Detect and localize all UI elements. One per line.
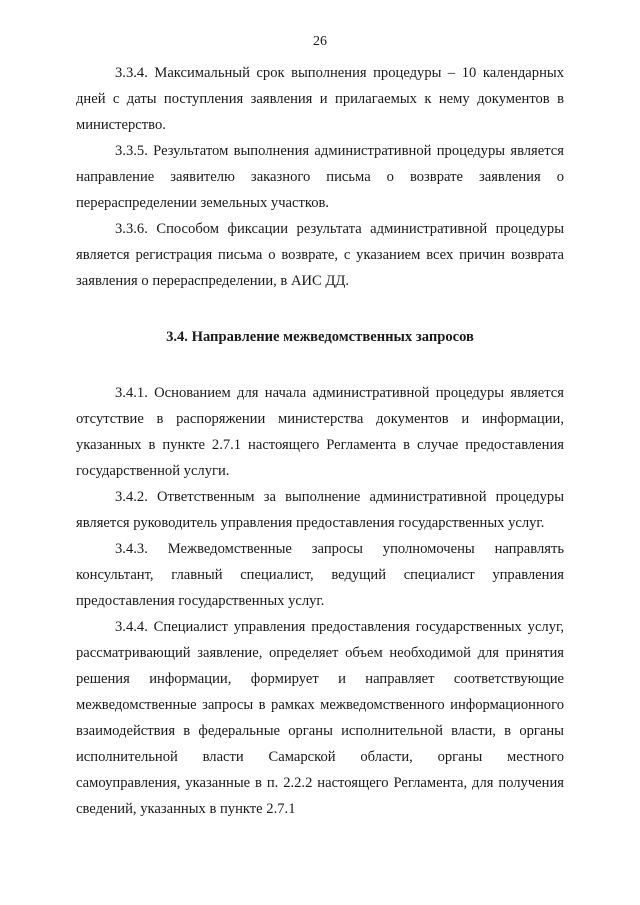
paragraph-3-4-4: 3.4.4. Специалист управления предоставления государственных услуг, рассматривающий заявление, определяет объем необходимой для принятия решения информации, формирует и направляет соответствующие межведомственные запросы в рамках межведомственного информационного взаимодействия в федеральные органы исполнительной власти, в органы исполнительной власти Самарской области, органы местного самоуправления, указанные в п. 2.2.2 настоящего Регламента, для получения сведений, указанных в пункте 2.7.1 — [76, 619, 564, 817]
paragraph-3-3-5: 3.3.5. Результатом выполнения административной процедуры является направление заявителю заказного письма о возврате заявления о перераспределении земельных участков. — [76, 143, 564, 211]
page-number: 26 — [313, 34, 327, 49]
document-body — [76, 60, 564, 822]
section-heading-3-4: 3.4. Направление межведомственных запросов — [166, 329, 474, 345]
paragraph-3-3-6: 3.3.6. Способом фиксации результата административной процедуры является регистрация письма о возврате, с указанием всех причин возврата заявления о перераспределении, в АИС ДД. — [76, 221, 564, 289]
paragraph-3-4-2: 3.4.2. Ответственным за выполнение административной процедуры является руководитель управления предоставления государственных услуг. — [76, 489, 564, 531]
paragraph-3-4-3: 3.4.3. Межведомственные запросы уполномочены направлять консультант, главный специалист, ведущий специалист управления предоставления государственных услуг. — [76, 541, 564, 609]
paragraph-3-3-4: 3.3.4. Максимальный срок выполнения процедуры – 10 календарных дней с даты поступления заявления и прилагаемых к нему документов в министерство. — [76, 65, 564, 133]
paragraph-3-4-1: 3.4.1. Основанием для начала административной процедуры является отсутствие в распоряжении министерства документов и информации, указанных в пункте 2.7.1 настоящего Регламента в случае предоставления государственной услуги. — [76, 385, 564, 479]
